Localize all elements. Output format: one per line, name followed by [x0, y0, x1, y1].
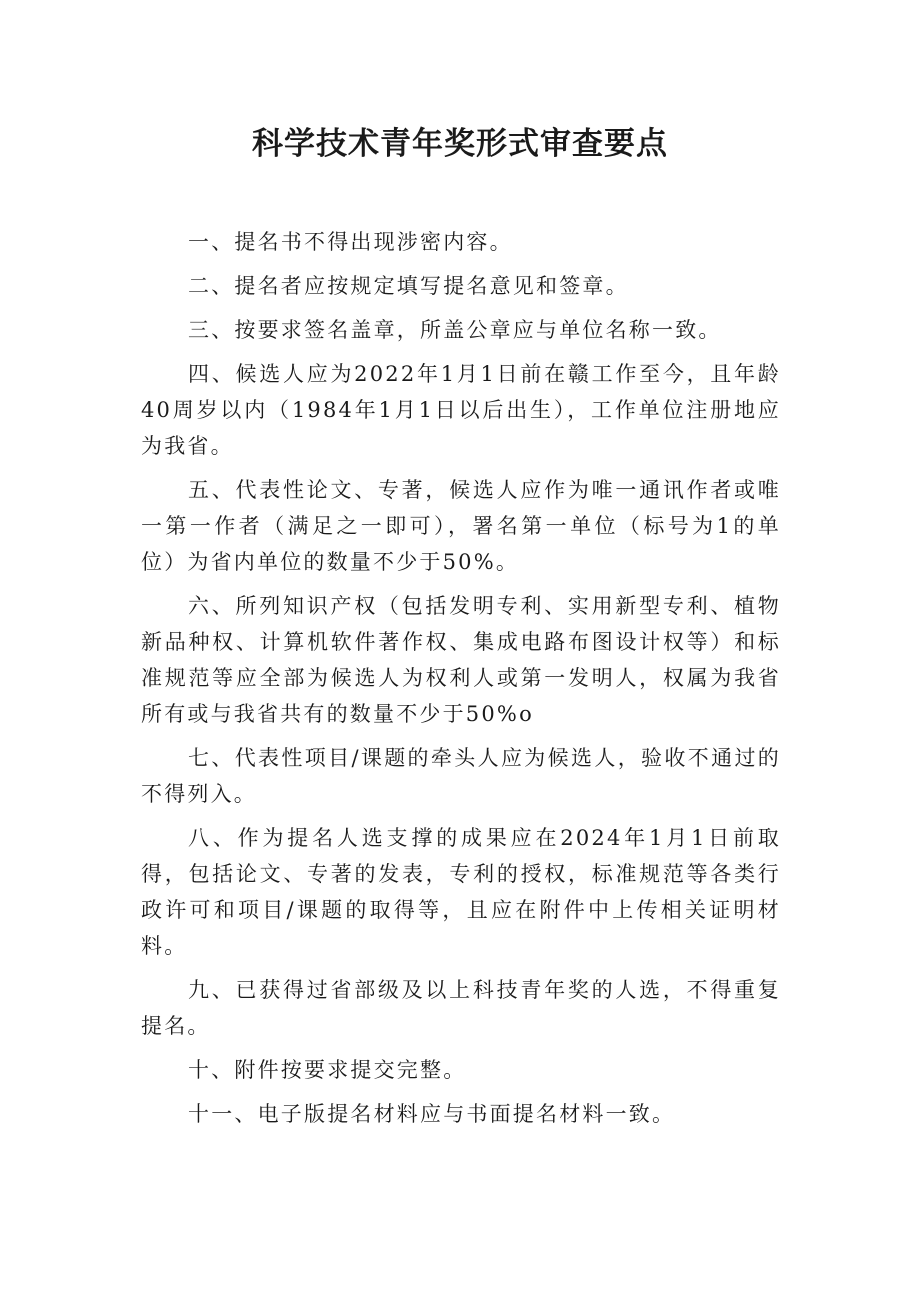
- list-item: 十、附件按要求提交完整。: [188, 1058, 467, 1082]
- document-body: [141, 224, 781, 1132]
- list-item: 三、按要求签名盖章，所盖公章应与单位名称一致。: [188, 318, 722, 342]
- list-item: 一、提名书不得出现涉密内容。: [188, 230, 513, 254]
- list-item: 十一、电子版提名材料应与书面提名材料一致。: [188, 1102, 676, 1126]
- list-item: 七、代表性项目/课题的牵头人应为候选人，验收不通过的不得列入。: [141, 746, 781, 806]
- list-item: 六、所列知识产权（包括发明专利、实用新型专利、植物新品种权、计算机软件著作权、集成电路布图设计权等）和标准规范等应全部为候选人为权利人或第一发明人，权属为我省所有或与我省共有的数量不少于50%o: [141, 594, 781, 726]
- list-item: 五、代表性论文、专著，候选人应作为唯一通讯作者或唯一第一作者（满足之一即可），署名第一单位（标号为1的单位）为省内单位的数量不少于50%。: [141, 478, 781, 574]
- list-item: 四、候选人应为2022年1月1日前在赣工作至今，且年龄40周岁以内（1984年1月1日以后出生），工作单位注册地应为我省。: [141, 362, 781, 458]
- list-item: 二、提名者应按规定填写提名意见和签章。: [188, 274, 629, 298]
- list-item: 八、作为提名人选支撑的成果应在2024年1月1日前取得，包括论文、专著的发表，专利的授权，标准规范等各类行政许可和项目/课题的取得等，且应在附件中上传相关证明材料。: [141, 826, 781, 958]
- page-title: 科学技术青年奖形式审查要点: [252, 126, 668, 162]
- list-item: 九、已获得过省部级及以上科技青年奖的人选，不得重复提名。: [141, 978, 781, 1038]
